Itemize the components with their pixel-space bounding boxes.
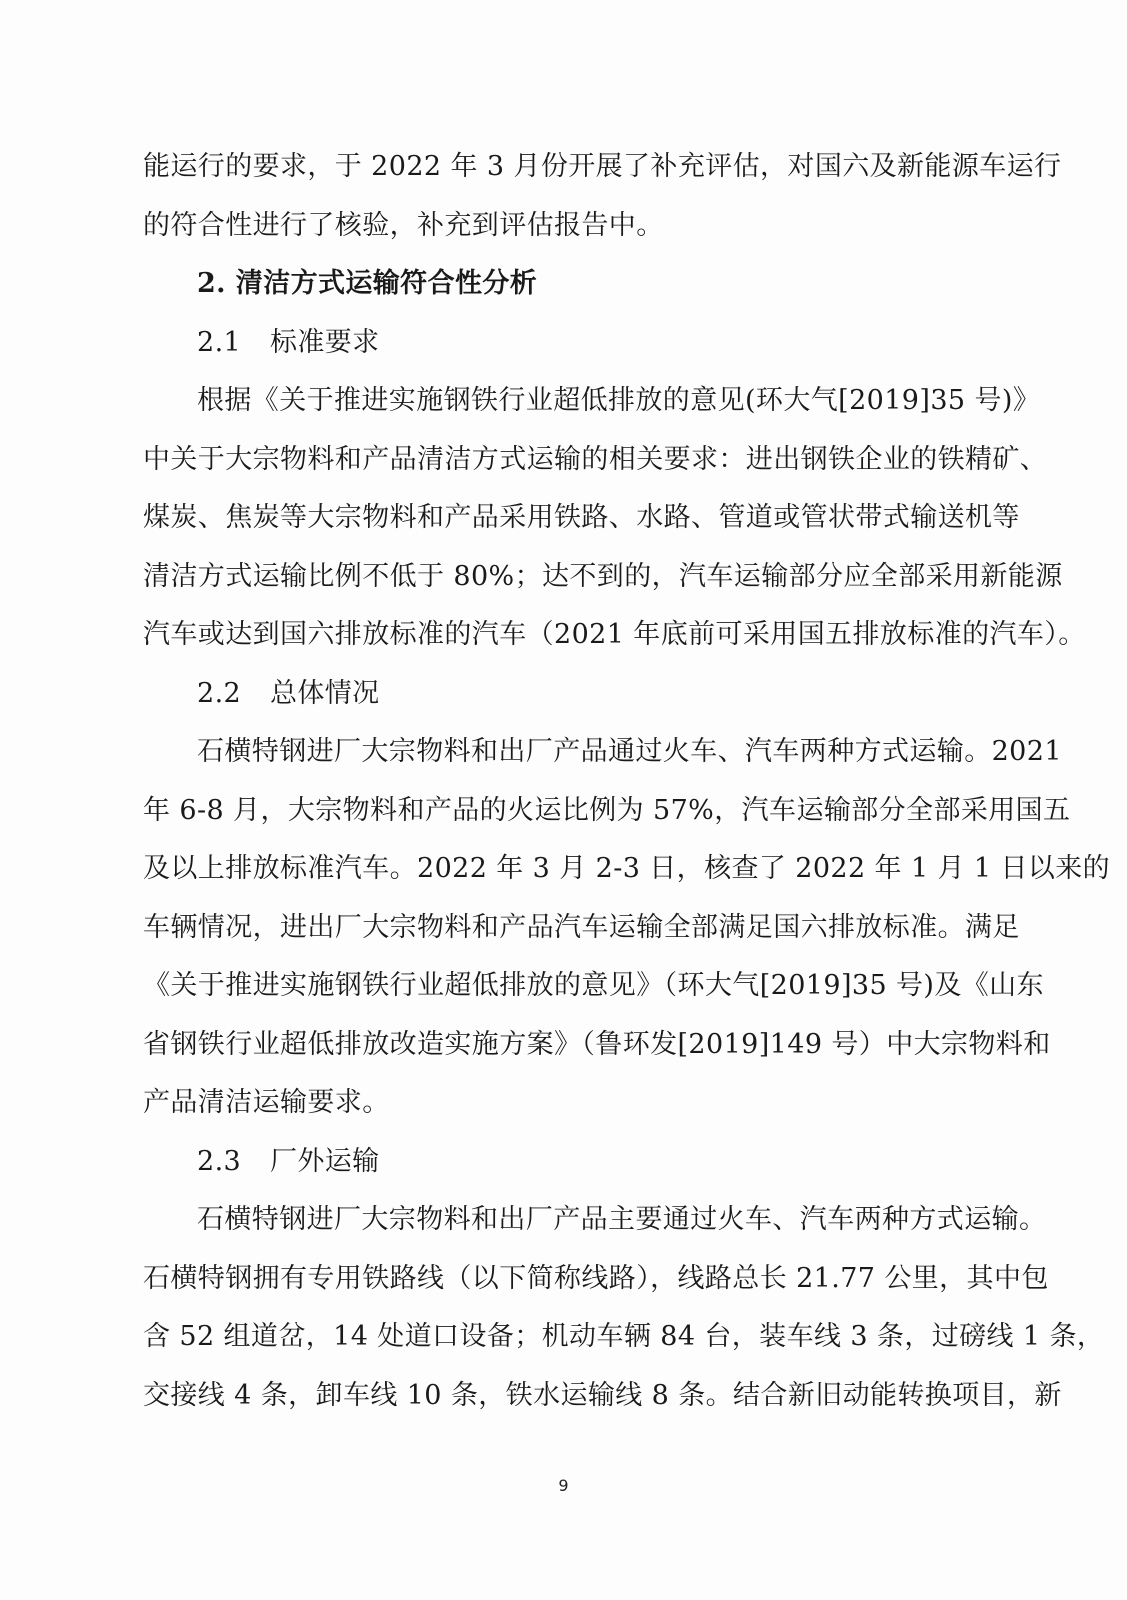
paragraph-line: 石横特钢进厂大宗物料和出厂产品通过火车、汽车两种方式运输。2021 xyxy=(197,736,1062,767)
paragraph-line: 《关于推进实施钢铁行业超低排放的意见》（环大气[2019]35 号)及《山东 xyxy=(143,970,1044,1001)
subsection-title: 总体情况 xyxy=(269,677,380,709)
subsection-number: 2.1 xyxy=(197,326,242,358)
paragraph-line: 的符合性进行了核验，补充到评估报告中。 xyxy=(143,209,664,241)
paragraph-line: 清洁方式运输比例不低于 80%；达不到的，汽车运输部分应全部采用新能源 xyxy=(143,560,1063,592)
subsection-heading xyxy=(143,314,1003,373)
paragraph-line: 石横特钢拥有专用铁路线（以下简称线路），线路总长 21.77 公里，其中包 xyxy=(143,1262,1049,1294)
paragraph-line: 省钢铁行业超低排放改造实施方案》（鲁环发[2019]149 号）中大宗物料和 xyxy=(143,1028,1051,1060)
paragraph-line: 能运行的要求，于 2022 年 3 月份开展了补充评估，对国六及新能源车运行 xyxy=(143,151,1062,182)
paragraph-line: 含 52 组道岔，14 处道口设备；机动车辆 84 台，装车线 3 条，过磅线 1 条， xyxy=(143,1321,1105,1352)
subsection-number: 2.2 xyxy=(197,677,242,709)
subsection-title: 厂外运输 xyxy=(269,1145,380,1177)
page-number: 9 xyxy=(558,1476,569,1495)
paragraph-line: 煤炭、焦炭等大宗物料和产品采用铁路、水路、管道或管状带式输送机等 xyxy=(143,502,1020,533)
section-heading: 2. 清洁方式运输符合性分析 xyxy=(197,268,538,299)
paragraph-line: 产品清洁运输要求。 xyxy=(143,1087,390,1118)
subsection-heading xyxy=(143,665,1003,724)
paragraph-line: 及以上排放标准汽车。2022 年 3 月 2-3 日，核查了 2022 年 1 月 1 日以来的 xyxy=(143,853,1111,884)
document-body xyxy=(143,138,1111,1425)
subsection-title: 标准要求 xyxy=(269,326,380,358)
paragraph-line: 车辆情况，进出厂大宗物料和产品汽车运输全部满足国六排放标准。满足 xyxy=(143,911,1020,943)
paragraph-line: 汽车或达到国六排放标准的汽车（2021 年底前可采用国五排放标准的汽车）。 xyxy=(143,619,1086,650)
subsection-number: 2.3 xyxy=(197,1145,242,1177)
paragraph-line: 根据《关于推进实施钢铁行业超低排放的意见(环大气[2019]35 号)》 xyxy=(197,385,1041,416)
paragraph-line: 交接线 4 条，卸车线 10 条，铁水运输线 8 条。结合新旧动能转换项目，新 xyxy=(143,1379,1062,1411)
subsection-heading xyxy=(143,1133,1003,1192)
paragraph-line: 中关于大宗物料和产品清洁方式运输的相关要求：进出钢铁企业的铁精矿、 xyxy=(143,443,1048,475)
paragraph-line: 石横特钢进厂大宗物料和出厂产品主要通过火车、汽车两种方式运输。 xyxy=(197,1204,1047,1235)
paragraph-line: 年 6-8 月，大宗物料和产品的火运比例为 57%，汽车运输部分全部采用国五 xyxy=(143,794,1071,826)
